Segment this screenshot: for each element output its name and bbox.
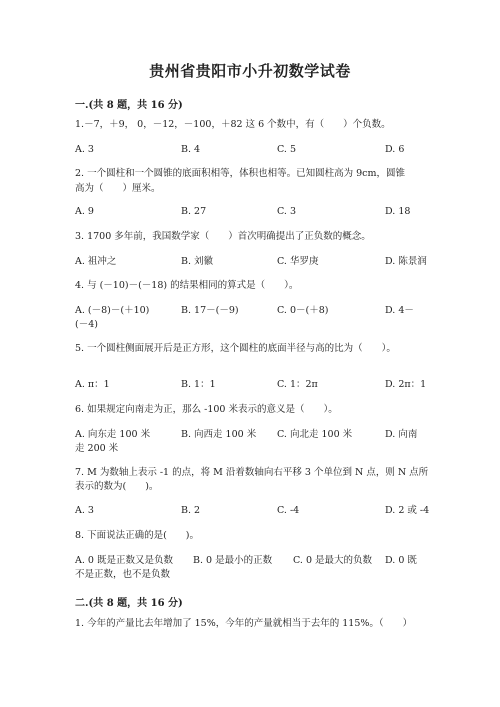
- question-4-option-d-continuation: (－4): [75, 319, 98, 330]
- question-1-options: [75, 144, 435, 158]
- option-b: B. 刘徽: [181, 256, 214, 267]
- question-8-options: [75, 555, 435, 569]
- question-8-text: 8. 下面说法正确的是( )。: [75, 530, 199, 541]
- option-a: A. 3: [75, 144, 94, 155]
- option-d: D. 6: [385, 144, 405, 155]
- option-b: B. 4: [181, 144, 201, 155]
- question-3-options: [75, 256, 435, 270]
- option-b: B. 27: [181, 206, 207, 217]
- page-title: 贵州省贵阳市小升初数学试卷: [149, 62, 351, 80]
- question-8-option-a-continuation: 不是正数，也不是负数: [75, 569, 171, 580]
- option-c: C. -4: [277, 505, 300, 516]
- option-a: A. 3: [75, 505, 94, 516]
- option-d: D. 18: [385, 206, 411, 217]
- option-b: B. 1：1: [181, 379, 216, 390]
- question-6-option-d-continuation: 走 200 米: [75, 443, 119, 454]
- option-a: A. (－8)－(＋10): [75, 305, 150, 316]
- option-d: D. 2π：1: [385, 379, 427, 390]
- question-4-text: 4. 与 (－10)－(－18) 的结果相同的算式是（ ）。: [75, 280, 299, 291]
- option-d: D. 2 或 -4: [385, 505, 430, 516]
- question-6-text: 6. 如果规定向南走为正，那么 -100 米表示的意义是（ ）。: [75, 404, 338, 415]
- question-7-text-line2: 表示的数为( )。: [75, 481, 159, 492]
- question-3-text: 3. 1700 多年前，我国数学家（ ）首次明确提出了正负数的概念。: [75, 231, 371, 242]
- question-7-text-line1: 7. M 为数轴上表示 -1 的点，将 M 沿着数轴向右平移 3 个单位到 N 点，则 N 点所: [75, 467, 429, 478]
- question-7-options: [75, 505, 435, 519]
- section-heading-2: 二.(共 8 题，共 16 分): [75, 598, 183, 609]
- option-c: C. 1：2π: [277, 379, 318, 390]
- option-b: B. 0 是最小的正数: [193, 555, 273, 566]
- section-2-question-1-text: 1. 今年的产量比去年增加了 15%，今年的产量就相当于去年的 115%。（ ）: [75, 618, 413, 629]
- option-a: A. 0 既是正数又是负数: [75, 555, 173, 566]
- option-d: D. 向南: [385, 429, 418, 440]
- option-c: C. 0 是最大的负数: [293, 555, 373, 566]
- option-a: A. 祖冲之: [75, 256, 117, 267]
- question-6-options: [75, 429, 435, 443]
- question-5-text: 5. 一个圆柱侧面展开后是正方形，这个圆柱的底面半径与高的比为（ ）。: [75, 343, 396, 354]
- question-4-options: [75, 305, 435, 319]
- option-a: A. 9: [75, 206, 94, 217]
- option-a: A. π：1: [75, 379, 110, 390]
- option-d: D. 陈景润: [385, 256, 427, 267]
- option-c: C. 0－(＋8): [277, 305, 329, 316]
- question-5-options: [75, 379, 435, 393]
- option-d: D. 0 既: [385, 555, 417, 566]
- option-b: B. 2: [181, 505, 201, 516]
- option-d: D. 4－: [385, 305, 414, 316]
- option-b: B. 向西走 100 米: [181, 429, 257, 440]
- question-2-options: [75, 206, 435, 220]
- option-c: C. 华罗庚: [277, 256, 319, 267]
- question-1-text: 1.－7，＋9， 0，－12，－100，＋82 这 6 个数中，有（ ）个负数。: [75, 119, 391, 130]
- question-2-text-line2: 高为（ ）厘米。: [75, 183, 161, 194]
- option-c: C. 3: [277, 206, 297, 217]
- option-a: A. 向东走 100 米: [75, 429, 151, 440]
- section-heading-1: 一.(共 8 题，共 16 分): [75, 100, 183, 111]
- question-2-text-line1: 2. 一个圆柱和一个圆锥的底面积相等，体积也相等。已知圆柱高为 9cm，圆锥: [75, 168, 405, 179]
- option-c: C. 5: [277, 144, 297, 155]
- option-c: C. 向北走 100 米: [277, 429, 353, 440]
- option-b: B. 17－(－9): [181, 305, 239, 316]
